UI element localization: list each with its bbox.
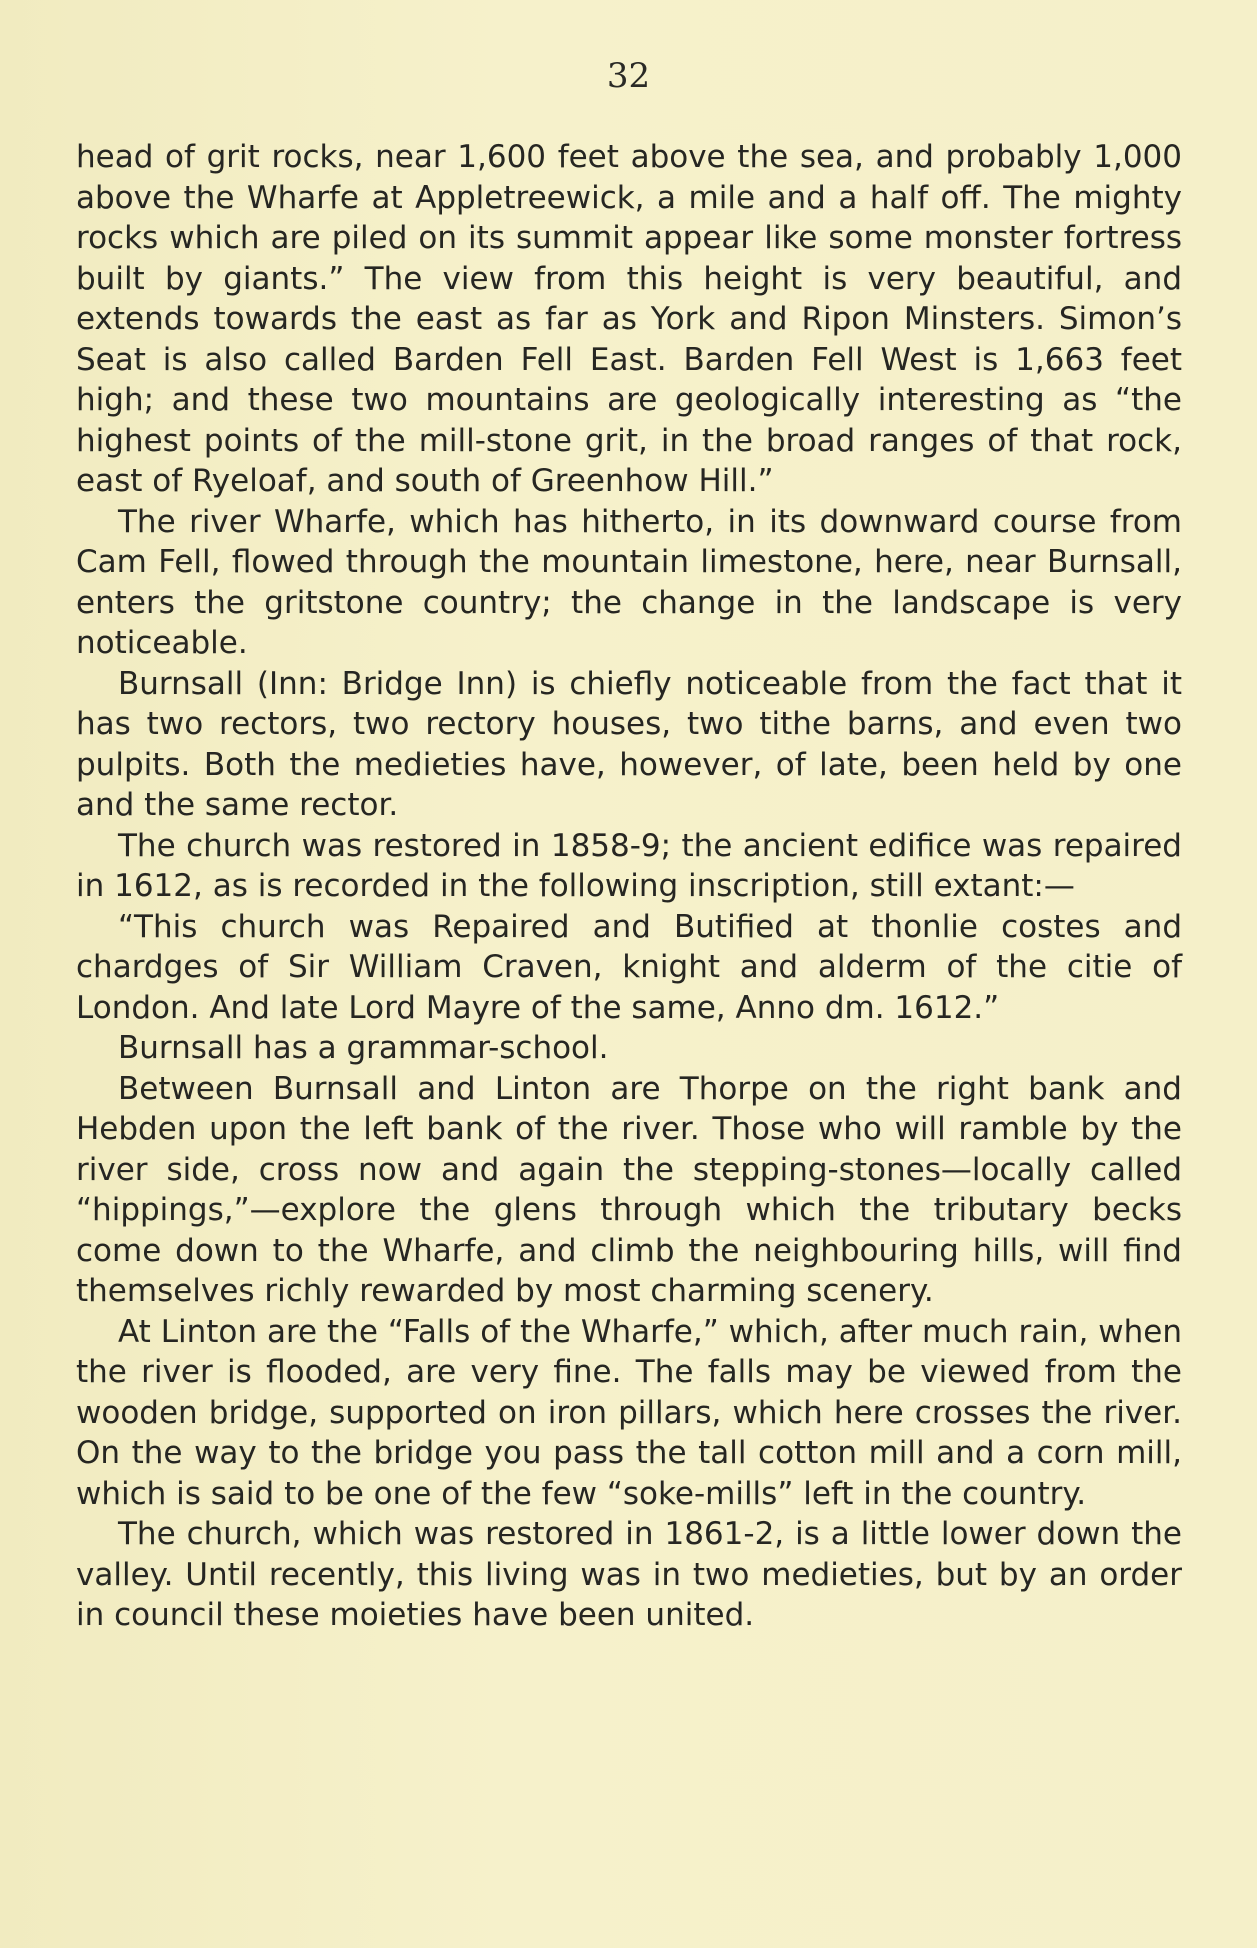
- paragraph-simons-seat: head of grit rocks, near 1,600 feet above the sea, and probably 1,000 above the Wharfe at Appletreewick, a mile and a half off. The mighty rocks which are piled on its summit appear like some monster fortress built by giants.” The view from this height is very beautiful, and extends towards the east as far as York and Ripon Minsters. Simon’s Seat is also called Barden Fell East. Barden Fell West is 1,663 feet high; and these two mountains are geologically interesting as “the highest points of the mill-stone grit, in the broad ranges of that rock, east of Ryeloaf, and south of Greenhow Hill.”: [76, 139, 1182, 499]
- paragraph-linton-church: The church, which was restored in 1861-2, is a little lower down the valley. Until recently, this living was in two medieties, but by an order in council these moieties have been united.: [76, 1516, 1182, 1633]
- paragraph-river-wharfe: The river Wharfe, which has hitherto, in its downward course from Cam Fell, flowed through the mountain limestone, here, near Burnsall, enters the gritstone country; the change in the landscape is very noticeable.: [76, 503, 1182, 661]
- paragraph-inscription: “This church was Repaired and Butified at thonlie costes and chardges of Sir William Craven, knight and alderm of the citie of London. And late Lord Mayre of the same, Anno dm. 1612.”: [76, 908, 1182, 1026]
- paragraph-burnsall-linton: Between Burnsall and Linton are Thorpe on the right bank and Hebden upon the left bank of the river. Those who will ramble by the river side, cross now and again the stepping-stones—locally called “hippings,”—explore the glens through which the tributary becks come down to the Wharfe, and climb the neighbouring hills, will find themselves richly rewarded by most charming scenery.: [76, 1070, 1182, 1309]
- body-text: [76, 137, 1182, 1636]
- paragraph-grammar-school: Burnsall has a grammar-school.: [118, 1030, 609, 1066]
- paragraph-church-restored: The church was restored in 1858-9; the ancient edifice was repaired in 1612, as is recorded in the following inscription, still extant:—: [76, 827, 1182, 904]
- paragraph-linton-falls: At Linton are the “Falls of the Wharfe,” which, after much rain, when the river is flooded, are very fine. The falls may be viewed from the wooden bridge, supported on iron pillars, which here crosses the river. On the way to the bridge you pass the tall cotton mill and a corn mill, which is said to be one of the few “soke-mills” left in the country.: [76, 1313, 1182, 1512]
- page-number: 32: [606, 56, 651, 96]
- paragraph-burnsall-inn: Burnsall (Inn: Bridge Inn) is chiefly noticeable from the fact that it has two rectors, two rectory houses, two tithe barns, and even two pulpits. Both the medieties have, however, of late, been held by one and the same rector.: [76, 665, 1182, 823]
